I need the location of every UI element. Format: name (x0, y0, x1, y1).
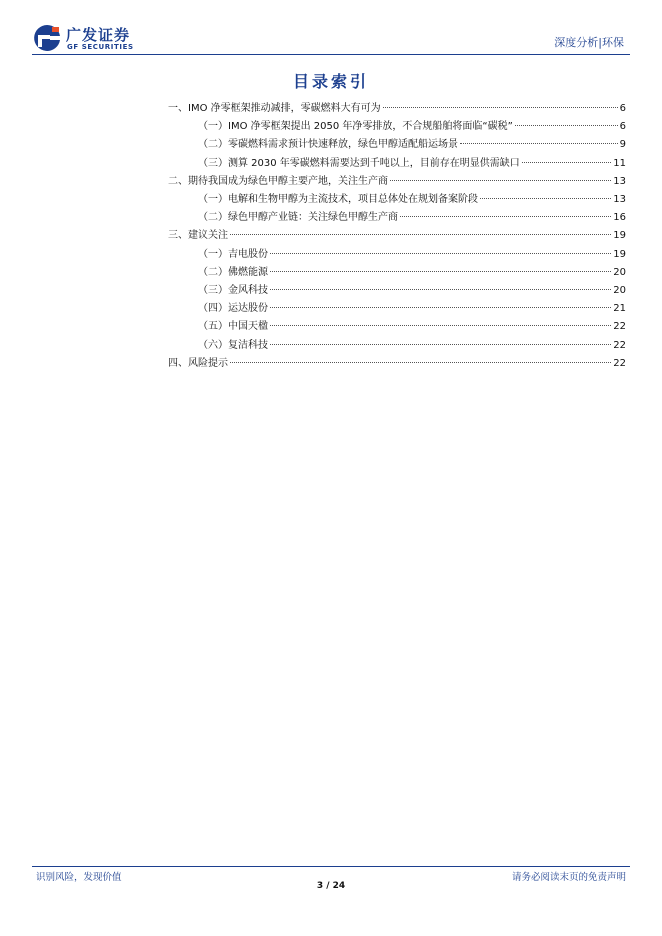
toc-leader-dots (383, 107, 618, 108)
toc-leader-dots (400, 216, 611, 217)
toc-entry-title: （二）零碳燃料需求预计快速释放，绿色甲醇适配船运场景 (198, 139, 458, 151)
toc-leader-dots (460, 143, 618, 144)
toc-entry-title: 三、建议关注 (168, 230, 228, 242)
toc-leader-dots (270, 271, 611, 272)
toc-leader-dots (270, 325, 611, 326)
toc-entry-page: 13 (613, 175, 626, 187)
toc-entry-title: （一）电解和生物甲醇为主流技术，项目总体处在规划备案阶段 (198, 194, 478, 205)
toc-entry-title: （三）金风科技 (198, 285, 268, 296)
toc-entry[interactable] (198, 136, 626, 154)
toc-entry-title: （一）IMO 净零框架提出 2050 年净零排放，不合规船舶将面临“碳税” (198, 121, 513, 133)
toc-entry[interactable] (198, 118, 626, 136)
toc-entry-page: 19 (613, 248, 626, 260)
toc-leader-dots (230, 362, 611, 363)
toc-leader-dots (390, 180, 611, 181)
toc-entry-page: 9 (619, 139, 626, 151)
toc-entry[interactable] (198, 246, 626, 264)
logo-chinese-name: 广发证券 (66, 26, 131, 44)
toc-entry-page: 11 (613, 157, 626, 169)
toc-entry[interactable] (198, 337, 626, 355)
toc-entry-title: 一、IMO 净零框架推动减排，零碳燃料大有可为 (168, 103, 381, 114)
toc-entry-title: 二、期待我国成为绿色甲醇主要产地，关注生产商 (168, 175, 388, 187)
toc-entry[interactable] (198, 209, 626, 227)
toc-entry-page: 6 (619, 103, 626, 114)
toc-entry[interactable] (198, 300, 626, 318)
toc-leader-dots (270, 253, 611, 254)
page-number: 3 / 24 (316, 881, 346, 891)
toc-entry-page: 6 (619, 121, 626, 133)
logo-english-name: GF SECURITIES (67, 43, 134, 51)
footer-slogan: 识别风险，发现价值 (36, 872, 122, 883)
toc-entry-page: 16 (613, 212, 626, 224)
toc-entry-title: （一）吉电股份 (198, 248, 268, 260)
toc-leader-dots (480, 198, 611, 199)
footer-disclaimer: 请务必阅读末页的免责声明 (511, 872, 626, 883)
toc-entry-title: （三）测算 2030 年零碳燃料需要达到千吨以上，目前存在明显供需缺口 (198, 157, 520, 169)
toc-entry-title: （五）中国天楹 (198, 321, 268, 333)
footer-divider (32, 866, 630, 867)
toc-entry-page: 20 (613, 285, 626, 296)
report-category: 深度分析|环保 (554, 36, 624, 49)
toc-entry-page: 19 (613, 230, 626, 242)
toc-entry-page: 21 (613, 303, 626, 315)
toc-entry-page: 22 (613, 357, 626, 369)
company-logo (32, 23, 152, 53)
toc-entry[interactable] (168, 227, 626, 245)
toc-entry-page: 22 (613, 339, 626, 351)
toc-entry-title: （二）佛燃能源 (198, 266, 268, 278)
toc-leader-dots (270, 344, 611, 345)
toc-entry[interactable] (168, 355, 626, 373)
toc-leader-dots (270, 307, 611, 308)
toc-title: 目录索引 (292, 72, 369, 91)
toc-entry[interactable] (198, 282, 626, 300)
toc-leader-dots (522, 162, 611, 163)
header-divider (32, 54, 630, 55)
toc-entry-title: （六）复洁科技 (198, 339, 268, 351)
toc-entry[interactable] (198, 191, 626, 209)
toc-leader-dots (515, 125, 618, 126)
toc-entry-page: 13 (613, 194, 626, 205)
toc-entry-page: 22 (613, 321, 626, 333)
toc-entry[interactable] (168, 100, 626, 118)
toc-leader-dots (230, 234, 611, 235)
gf-logo-icon (32, 23, 62, 53)
toc-entry-title: （四）运达股份 (198, 303, 268, 315)
toc-entry[interactable] (168, 173, 626, 191)
toc-leader-dots (270, 289, 611, 290)
toc-entry-title: （二）绿色甲醇产业链：关注绿色甲醇生产商 (198, 212, 398, 224)
toc-entry-title: 四、风险提示 (168, 357, 228, 369)
toc-entry-page: 20 (613, 266, 626, 278)
toc-entry[interactable] (198, 155, 626, 173)
toc-entry[interactable] (198, 264, 626, 282)
toc-entry[interactable] (198, 318, 626, 336)
